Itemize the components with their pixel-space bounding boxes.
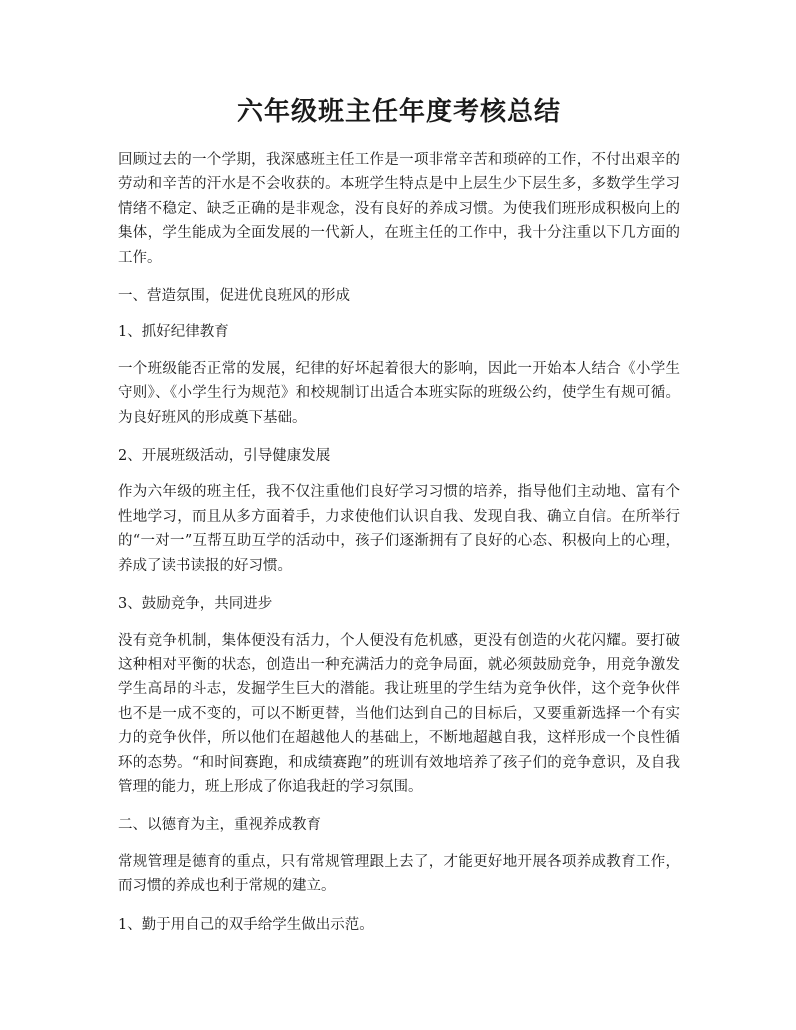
subsection-heading-2-1: 1、勤于用自己的双手给学生做出示范。 <box>118 916 374 933</box>
intro-paragraph: 回顾过去的一个学期，我深感班主任工作是一项非常辛苦和琐碎的工作，不付出艰辛的劳动和辛苦的汗水是不会收获的。本班学生特点是中上层生少下层生多，多数学生学习情绪不稳定、缺乏正确的是非观念，没有良好的养成习惯。为使我们班形成积极向上的集体，学生能成为全面发展的一代新人，在班主任的工作中，我十分注重以下几方面的工作。 <box>118 152 680 266</box>
paragraph-routine: 常规管理是德育的重点，只有常规管理跟上去了，才能更好地开展各项养成教育工作，而习惯的养成也利于常规的建立。 <box>118 853 680 895</box>
subsection-heading-1-3: 3、鼓励竞争，共同进步 <box>118 596 273 613</box>
section-heading-1: 一、营造氛围，促进优良班风的形成 <box>118 288 350 305</box>
subsection-heading-1-2: 2、开展班级活动，引导健康发展 <box>118 448 331 465</box>
paragraph-activities: 作为六年级的班主任，我不仅注重他们良好学习习惯的培养，指导他们主动地、富有个性地学习，而且从多方面着手，力求使他们认识自我、发现自我、确立自信。在所举行的“一对一”互帮互助互学的活动中，孩子们逐渐拥有了良好的心态、积极向上的心理，养成了读书读报的好习惯。 <box>118 484 680 574</box>
document-body <box>118 148 680 949</box>
paragraph-competition: 没有竞争机制，集体便没有活力，个人便没有危机感，更没有创造的火花闪耀。要打破这种相对平衡的状态，创造出一种充满活力的竞争局面，就必须鼓励竞争，用竞争激发学生高昂的斗志，发掘学生巨大的潜能。我让班里的学生结为竞争伙伴，这个竞争伙伴也不是一成不变的，可以不断更替，当他们达到自己的目标后，又要重新选择一个有实力的竞争伙伴，所以他们在超越他人的基础上，不断地超越自我，这样形成一个良性循环的态势。“和时间赛跑，和成绩赛跑”的班训有效地培养了孩子们的竞争意识，及自我管理的能力，班上形成了你追我赶的学习氛围。 <box>118 632 680 795</box>
subsection-heading-1-1: 1、抓好纪律教育 <box>118 324 229 341</box>
document-title: 六年级班主任年度考核总结 <box>236 97 561 127</box>
section-heading-2: 二、以德育为主，重视养成教育 <box>118 817 321 834</box>
paragraph-discipline: 一个班级能否正常的发展，纪律的好坏起着很大的影响，因此一开始本人结合《小学生守则》、《小学生行为规范》和校规制订出适合本班实际的班级公约，使学生有规可循。为良好班风的形成奠下基础。 <box>118 360 680 426</box>
